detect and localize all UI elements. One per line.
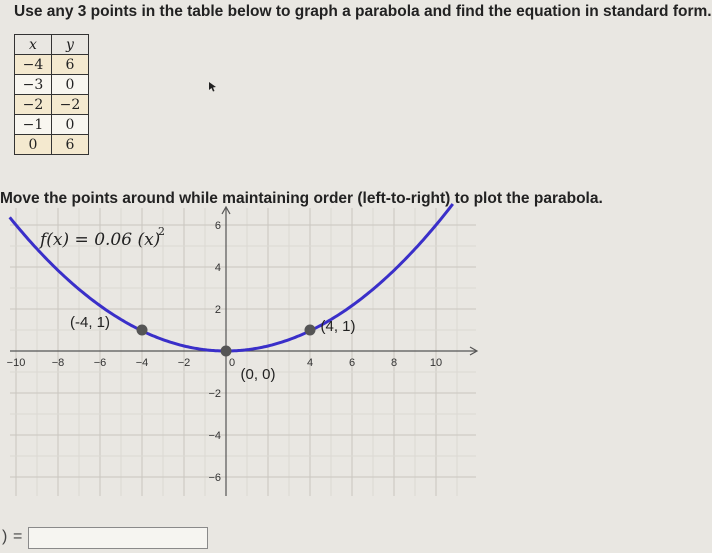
table-row bbox=[15, 55, 89, 75]
x-tick-label: 6 bbox=[348, 357, 356, 369]
y-tick-label: 2 bbox=[214, 304, 221, 316]
x-tick-label: −8 bbox=[51, 357, 65, 369]
x-tick-label: −10 bbox=[6, 357, 26, 369]
table-header-x: x bbox=[15, 35, 52, 55]
table-header-row bbox=[15, 35, 89, 55]
hint-text: Move the points around while maintaining order (left-to-right) to plot the parabola. bbox=[0, 190, 603, 207]
point-label: (4, 1) bbox=[320, 318, 356, 335]
table-cell: −3 bbox=[15, 75, 52, 95]
equation-answer-input[interactable] bbox=[28, 527, 208, 549]
table-row bbox=[15, 135, 89, 155]
table-cell: 0 bbox=[52, 75, 89, 95]
x-tick-label: −4 bbox=[135, 357, 149, 369]
function-label-exponent: 2 bbox=[158, 225, 165, 238]
function-label-text: f(x) = 0.06 (x) bbox=[40, 230, 161, 250]
y-tick-label: −2 bbox=[208, 388, 221, 400]
point-label: (0, 0) bbox=[240, 366, 276, 383]
answer-equals: = bbox=[13, 528, 23, 545]
graph-grid bbox=[10, 208, 476, 496]
table-row bbox=[15, 115, 89, 135]
table-cell: −2 bbox=[15, 95, 52, 115]
y-tick-label: 6 bbox=[214, 220, 221, 232]
answer-prefix: ) bbox=[2, 528, 8, 545]
answer-row bbox=[0, 524, 579, 552]
instruction-text: Use any 3 points in the table below to graph a parabola and find the equation in standard form. bbox=[14, 3, 712, 20]
x-tick-label: 10 bbox=[429, 357, 443, 369]
draggable-point[interactable] bbox=[305, 325, 316, 336]
mouse-cursor-icon bbox=[208, 81, 218, 93]
x-tick-label: 0 bbox=[228, 357, 236, 369]
table-cell: 6 bbox=[52, 55, 89, 75]
xy-table bbox=[14, 34, 89, 155]
table-cell: 0 bbox=[15, 135, 52, 155]
table-cell: −2 bbox=[52, 95, 89, 115]
point-label: (-4, 1) bbox=[69, 314, 111, 331]
table-row bbox=[15, 75, 89, 95]
x-tick-label: −6 bbox=[93, 357, 107, 369]
table-cell: 6 bbox=[52, 135, 89, 155]
graph-points[interactable] bbox=[70, 314, 356, 383]
x-tick-label: 4 bbox=[306, 357, 314, 369]
y-tick-label: 4 bbox=[214, 262, 221, 274]
draggable-point[interactable] bbox=[137, 325, 148, 336]
x-tick-label: −2 bbox=[177, 357, 191, 369]
draggable-point[interactable] bbox=[221, 346, 232, 357]
table-header-y: y bbox=[52, 35, 89, 55]
table-cell: −4 bbox=[15, 55, 52, 75]
table-cell: 0 bbox=[52, 115, 89, 135]
parabola-graph[interactable] bbox=[0, 206, 579, 502]
function-label bbox=[38, 225, 165, 250]
x-tick-label: 8 bbox=[390, 357, 398, 369]
table-row bbox=[15, 95, 89, 115]
y-tick-label: −4 bbox=[208, 430, 221, 442]
y-tick-label: −6 bbox=[208, 472, 221, 484]
table-cell: −1 bbox=[15, 115, 52, 135]
